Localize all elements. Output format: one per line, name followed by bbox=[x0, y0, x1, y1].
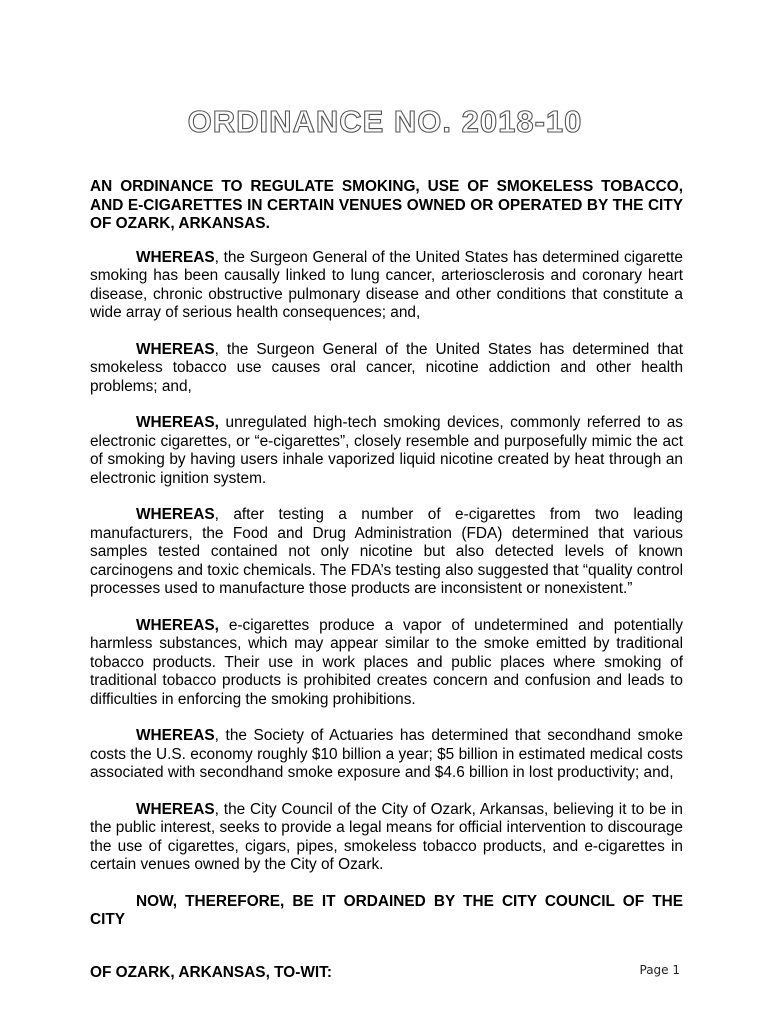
whereas-paragraph-4 bbox=[90, 506, 683, 599]
whereas-text: , the Society of Actuaries has determined that secondhand smoke costs the U.S. economy roughly $10 billion a year; $5 billion in estimated medical costs associated with secondhand smoke exposure and $4.6 billion in lost productivity; and, bbox=[90, 727, 683, 781]
whereas-paragraph-2 bbox=[90, 341, 683, 397]
whereas-paragraph-6 bbox=[90, 727, 683, 783]
whereas-lead: WHEREAS bbox=[136, 506, 215, 523]
whereas-text: , the Surgeon General of the United States has determined that smokeless tobacco use causes oral cancer, nicotine addiction and other health problems; and, bbox=[90, 340, 683, 395]
now-therefore-clause: NOW, THEREFORE, BE IT ORDAINED BY THE CITY COUNCIL OF THE CITY bbox=[90, 892, 683, 928]
whereas-paragraph-1 bbox=[90, 249, 683, 323]
ordinance-title: ORDINANCE NO. 2018-10 bbox=[187, 104, 583, 139]
document-body bbox=[90, 178, 683, 982]
whereas-lead: WHEREAS, bbox=[136, 616, 219, 634]
whereas-paragraph-3 bbox=[90, 414, 683, 488]
page-number: Page 1 bbox=[639, 963, 680, 977]
whereas-paragraph-5 bbox=[90, 617, 683, 710]
whereas-text: unregulated high-tech smoking devices, commonly referred to as electronic cigarettes, or “e-cigarettes”, closely resemble and purposefully mimic the act of smoking by having users inhale vaporized liquid nicotine created by heat through an electronic ignition system. bbox=[90, 414, 683, 487]
whereas-text: , the City Council of the City of Ozark, Arkansas, believing it to be in the public interest, seeks to provide a legal means for official intervention to discourage the use of cigarettes, cigars, pipes, smokeless tobacco products, and e-cigarettes in certain venues owned by the City of Ozark. bbox=[90, 800, 683, 873]
whereas-text: , after testing a number of e-cigarettes from two leading manufacturers, the Food and Drug Administration (FDA) determined that various samples tested contained not only nicotine but also detected levels of known carcinogens and toxic chemicals. The FDA’s testing also suggested that “quality control processes used to manufacture those products are inconsistent or nonexistent.” bbox=[90, 506, 683, 597]
whereas-text: , the Surgeon General of the United States has determined cigarette smoking has been causally linked to lung cancer, arteriosclerosis and coronary heart disease, chronic obstructive pulmonary disease and other conditions that constitute a wide array of serious health consequences; and, bbox=[90, 248, 683, 321]
ordinance-heading: AN ORDINANCE TO REGULATE SMOKING, USE OF SMOKELESS TOBACCO, AND E-CIGARETTES IN CERTAIN VENUES OWNED OR OPERATED BY THE CITY OF OZARK, ARKANSAS. bbox=[90, 178, 683, 232]
whereas-lead: WHEREAS bbox=[136, 248, 215, 266]
whereas-lead: WHEREAS bbox=[136, 727, 215, 744]
whereas-paragraph-7 bbox=[90, 801, 683, 875]
whereas-lead: WHEREAS, bbox=[136, 414, 219, 431]
whereas-text: e-cigarettes produce a vapor of undetermined and potentially harmless substances, which may appear similar to the smoke emitted by traditional tobacco products. Their use in work places and public places where smoking of traditional tobacco products is prohibited creates concern and confusion and leads to difficulties in enforcing the smoking prohibitions. bbox=[90, 616, 683, 708]
whereas-lead: WHEREAS bbox=[136, 340, 215, 358]
to-wit-clause: OF OZARK, ARKANSAS, TO-WIT: bbox=[90, 963, 332, 981]
whereas-lead: WHEREAS bbox=[136, 800, 215, 818]
